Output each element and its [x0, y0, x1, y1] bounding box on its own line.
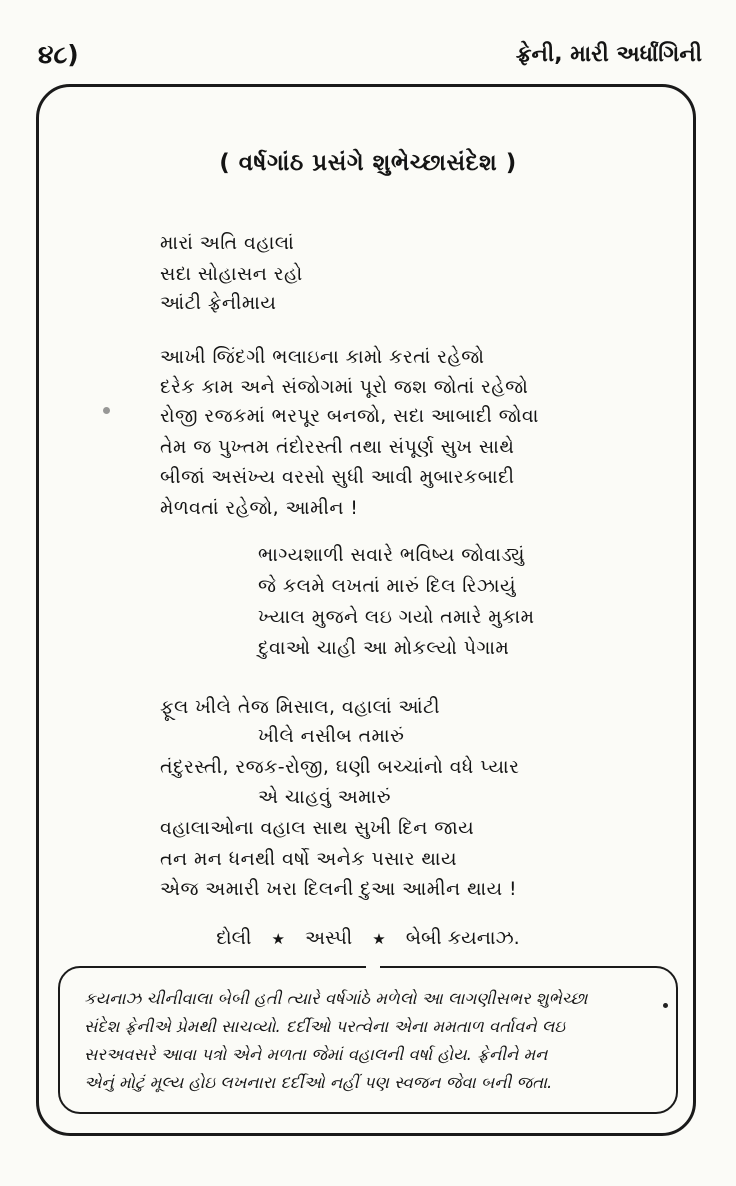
stanza3-line: વહાલાઓના વહાલ સાથ સુખી દિન જાય: [160, 817, 475, 839]
signature-line: [0, 927, 736, 949]
stanza1-line: દરેક કામ અને સંજોગમાં પૂરો જશ જોતાં રહેજો: [160, 376, 529, 398]
note-dot: [663, 1003, 668, 1008]
signature-name: અસ્પી: [305, 927, 353, 949]
stanza3-line: તંદુરસ્તી, રજક-રોજી, ઘણી બચ્ચાંનો વધે પ્યાર: [160, 756, 520, 778]
greeting-line: મારાં અતિ વહાલાં: [160, 232, 295, 254]
signature-name: દોલી: [216, 927, 252, 949]
greeting-line: આંટી ફ્રેનીમાય: [160, 292, 277, 314]
stanza2-line: જે કલમે લખતાં મારું દિલ રિઝાયું: [258, 575, 516, 597]
running-title: ફ્રેની, મારી અર્ધાંગિની: [515, 42, 702, 67]
page-number: ૪૮): [38, 40, 79, 69]
star-separator: ★: [271, 930, 285, 948]
stanza3-line: ખીલે નસીબ તમારું: [258, 725, 405, 747]
stanza1-line: તેમ જ પુખ્તમ તંદોરસ્તી તથા સંપૂર્ણ સુખ સાથે: [160, 436, 515, 458]
stanza1-line: આખી જિંદગી ભલાઇના કામો કરતાં રહેજો: [160, 346, 485, 368]
ink-speck: [103, 407, 110, 414]
stanza1-line: રોજી રજકમાં ભરપૂર બનજો, સદા આબાદી જોવા: [160, 405, 539, 427]
note-box-notch: [366, 958, 380, 972]
note-line: એનું મોટું મૂલ્ય હોઇ લખનારા દર્દીઓ નહીં પણ સ્વજન જેવા બની જતા.: [84, 1073, 553, 1092]
note-line: સરઅવસરે આવા પત્રો એને મળતા જેમાં વહાલની વર્ષા હોય. ફ્રેનીને મન: [84, 1045, 548, 1064]
stanza3-line: ફૂલ ખીલે તેજ મિસાલ, વહાલાં આંટી: [160, 696, 440, 718]
signature-name: બેબી કયનાઝ.: [405, 927, 520, 949]
poem-title: ( વર્ષગાંઠ પ્રસંગે શુભેચ્છાસંદેશ ): [219, 150, 517, 176]
stanza1-line: બીજાં અસંખ્ય વરસો સુધી આવી મુબારકબાદી: [160, 466, 515, 488]
stanza3-line: એ ચાહવું અમારું: [258, 786, 391, 808]
stanza2-line: ભાગ્યશાળી સવારે ભવિષ્ય જોવાડ્યું: [258, 544, 525, 566]
page-header: [0, 40, 736, 80]
stanza1-line: મેળવતાં રહેજો, આમીન !: [160, 497, 359, 519]
stanza2-line: ખ્યાલ મુજને લઇ ગયો તમારે મુકામ: [258, 606, 535, 628]
greeting-line: સદા સોહાસન રહો: [160, 263, 303, 285]
stanza3-line: એજ અમારી ખરા દિલની દુઆ આમીન થાય !: [160, 878, 517, 900]
note-line: કયનાઝ ચીનીવાલા બેબી હતી ત્યારે વર્ષગાંઠે મળેલો આ લાગણીસભર શુભેચ્છા: [84, 989, 588, 1008]
note-line: સંદેશ ફ્રેનીએ પ્રેમથી સાચવ્યો. દર્દીઓ પરત્વેના એના મમતાળ વર્તાવને લઇ: [84, 1017, 565, 1036]
star-separator: ★: [372, 930, 386, 948]
stanza2-line: દુવાઓ ચાહી આ મોકલ્યો પેગામ: [258, 637, 510, 659]
stanza3-line: તન મન ધનથી વર્ષો અનેક પસાર થાય: [160, 848, 457, 870]
